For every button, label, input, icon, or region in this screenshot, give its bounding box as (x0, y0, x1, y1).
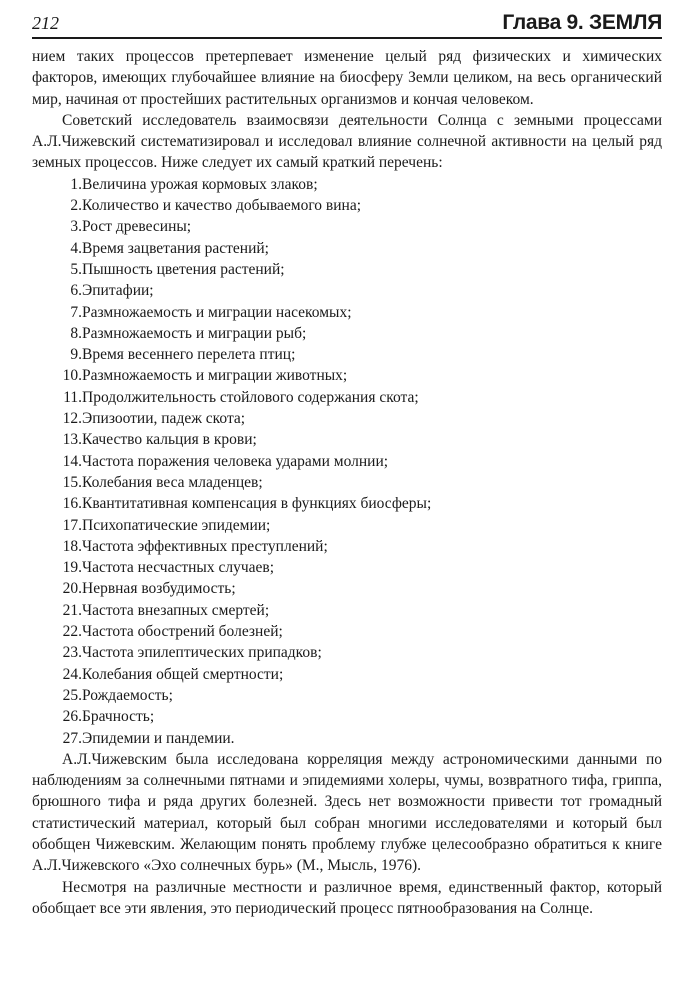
list-item (32, 408, 662, 429)
list-item-text: Пышность цветения растений; (82, 260, 285, 278)
list-item-text: Частота обострений болезней; (82, 623, 283, 641)
list-item (32, 216, 662, 237)
list-item-text: Размножаемость и миграции рыб; (82, 324, 307, 342)
list-item-number: 25. (62, 686, 82, 704)
list-item-text: Частота эффективных преступлений; (82, 537, 328, 555)
chapter-title: Глава 9. ЗЕМЛЯ (502, 11, 662, 34)
list-item (32, 557, 662, 578)
list-item-text: Эпизоотии, падеж скота; (82, 410, 246, 428)
list-item (32, 174, 662, 195)
list-item-number: 24. (62, 665, 82, 683)
list-item-text: Нервная возбудимость; (82, 580, 236, 598)
list-item (32, 621, 662, 642)
list-item-text: Рождаемость; (82, 686, 173, 704)
list-item (32, 642, 662, 663)
list-item-number: 9. (70, 346, 82, 364)
list-item (32, 387, 662, 408)
list-item-text: Психопатические эпидемии; (82, 516, 271, 534)
list-item (32, 302, 662, 323)
list-item-number: 12. (62, 410, 82, 428)
list-item-number: 13. (62, 431, 82, 449)
list-item (32, 578, 662, 599)
solar-influence-list (32, 174, 662, 749)
list-item-text: Качество кальция в крови; (82, 431, 257, 449)
list-item (32, 536, 662, 557)
paragraph-epidemics-correlation: А.Л.Чижевским была исследована корреляция между астрономическими данными по наблюдениям за солнечными пятнами и эпидемиями холеры, чумы, возвратного тифа, гриппа, брюшного тифа и ряда других болезней. Здесь нет возможности привести тот громадный статистический материал, который был собран многими исследователями и который был обобщен Чижевским. Желающим понять проблему глубже целесообразно обратиться к книге А.Л.Чижевского «Эхо солнечных бурь» (М., Мысль, 1976). (32, 750, 662, 875)
list-item-text: Колебания общей смертности; (82, 665, 284, 683)
list-item (32, 451, 662, 472)
page-body (32, 46, 662, 919)
list-item-text: Частота эпилептических припадков; (82, 644, 322, 662)
list-item (32, 472, 662, 493)
list-item (32, 515, 662, 536)
list-item-number: 11. (63, 388, 82, 406)
list-item (32, 706, 662, 727)
list-item (32, 323, 662, 344)
list-item-text: Рост древесины; (82, 218, 192, 236)
list-item-text: Продолжительность стойлового содержания скота; (82, 388, 419, 406)
list-item-number: 8. (70, 324, 82, 342)
list-item-number: 4. (70, 239, 82, 257)
list-item (32, 685, 662, 706)
list-item-text: Колебания веса младенцев; (82, 473, 263, 491)
list-item-number: 23. (62, 644, 82, 662)
list-item (32, 195, 662, 216)
list-item-number: 22. (62, 623, 82, 641)
list-item-number: 14. (62, 452, 82, 470)
list-item-text: Время зацветания растений; (82, 239, 269, 257)
list-item-text: Брачность; (82, 708, 155, 726)
list-item-number: 19. (62, 559, 82, 577)
list-item (32, 600, 662, 621)
page-number: 212 (32, 13, 59, 33)
list-item (32, 429, 662, 450)
list-item (32, 365, 662, 386)
list-item-number: 16. (62, 495, 82, 513)
list-item-number: 17. (62, 516, 82, 534)
list-item-number: 1. (70, 175, 82, 193)
list-item (32, 344, 662, 365)
list-item-text: Эпидемии и пандемии. (82, 729, 235, 747)
running-header (32, 10, 662, 39)
list-item (32, 280, 662, 301)
list-item (32, 493, 662, 514)
list-item-text: Частота несчастных случаев; (82, 559, 275, 577)
list-item-number: 18. (62, 537, 82, 555)
list-item-number: 2. (70, 197, 82, 215)
list-item-number: 27. (62, 729, 82, 747)
list-item-text: Количество и качество добываемого вина; (82, 197, 362, 215)
list-item-text: Величина урожая кормовых злаков; (82, 175, 318, 193)
list-item-number: 5. (70, 260, 82, 278)
list-item (32, 259, 662, 280)
paragraph-continuation: нием таких процессов претерпевает изменение целый ряд физических и химических факторов, имеющих глубочайшее влияние на биосферу Земли целиком, на весь органический мир, начиная от простейших растительных организмов и кончая человеком. (32, 48, 662, 108)
list-item-number: 15. (62, 473, 82, 491)
list-item-number: 21. (62, 601, 82, 619)
list-item-text: Эпитафии; (82, 282, 154, 300)
list-item-number: 10. (62, 367, 82, 385)
list-item (32, 664, 662, 685)
list-item-number: 7. (70, 303, 82, 321)
list-item-number: 6. (70, 282, 82, 300)
list-item-text: Время весеннего перелета птиц; (82, 346, 296, 364)
paragraph-chizhevsky-intro: Советский исследователь взаимосвязи деятельности Солнца с земными процессами А.Л.Чижевский систематизировал и исследовал влияние солнечной активности на целый ряд земных процессов. Ниже следует их самый краткий перечень: (32, 111, 662, 172)
list-item (32, 728, 662, 749)
list-item (32, 238, 662, 259)
list-item-number: 3. (70, 218, 82, 236)
list-item-text: Частота поражения человека ударами молнии; (82, 452, 389, 470)
list-item-number: 20. (62, 580, 82, 598)
list-item-text: Размножаемость и миграции животных; (82, 367, 348, 385)
paragraph-sunspot-conclusion: Несмотря на различные местности и различное время, единственный фактор, который обобщает все эти явления, это периодический процесс пятнообразования на Солнце. (32, 878, 662, 917)
list-item-number: 26. (62, 708, 82, 726)
book-page (32, 10, 662, 919)
list-item-text: Размножаемость и миграции насекомых; (82, 303, 352, 321)
list-item-text: Квантитативная компенсация в функциях биосферы; (82, 495, 432, 513)
list-item-text: Частота внезапных смертей; (82, 601, 270, 619)
